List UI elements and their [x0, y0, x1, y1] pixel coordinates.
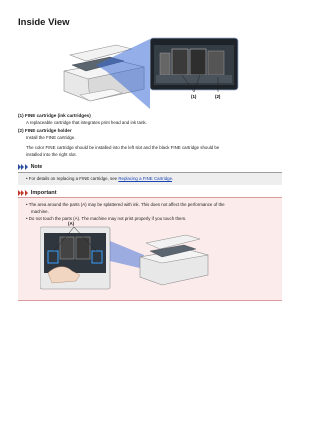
replacing-cartridge-link[interactable]: Replacing a FINE Cartridge	[118, 176, 173, 181]
printer-inside-illustration	[60, 35, 242, 113]
note-suffix: .	[172, 176, 174, 181]
item-2-desc-line3: installed into the right slot.	[26, 152, 77, 157]
note-text: For details on replacing a FINE cartridge, see	[28, 176, 119, 181]
item-2-title: (2) FINE cartridge holder	[18, 128, 72, 133]
note-arrows-icon	[18, 164, 28, 170]
parts-a-illustration	[40, 221, 216, 291]
item-1-title: (1) FINE cartridge (ink cartridges)	[18, 113, 91, 118]
item-2-desc-line2: The color FINE cartridge should be installed into the left slot and the black FINE cartridge should be	[26, 145, 220, 150]
note-heading	[18, 163, 282, 171]
note-box	[18, 172, 282, 185]
important-arrows-icon	[18, 190, 28, 196]
parts-a-label: (A)	[68, 221, 75, 226]
page-title: Inside View	[18, 17, 70, 28]
important-heading	[18, 188, 282, 197]
note-bullet: • For details on replacing a FINE cartridge, see Replacing a FINE Cartridge.	[26, 176, 174, 181]
callout-1: (1)	[191, 94, 197, 99]
callout-2: (2)	[215, 94, 221, 99]
important-heading-text: Important	[30, 189, 57, 196]
item-2-desc-line1: Install the FINE cartridge.	[26, 135, 76, 140]
item-1-desc: A replaceable cartridge that integrates print head and ink tank.	[26, 120, 147, 125]
note-heading-text: Note	[30, 164, 43, 170]
important-bullet-2: • Do not touch the parts (A). The machine may not print properly if you touch them.	[26, 216, 187, 221]
important-bullet-1-cont: machine.	[31, 209, 49, 214]
important-bullet-1: • The area around the parts (A) may be splattered with ink. This does not affect the performance of the	[26, 202, 225, 207]
